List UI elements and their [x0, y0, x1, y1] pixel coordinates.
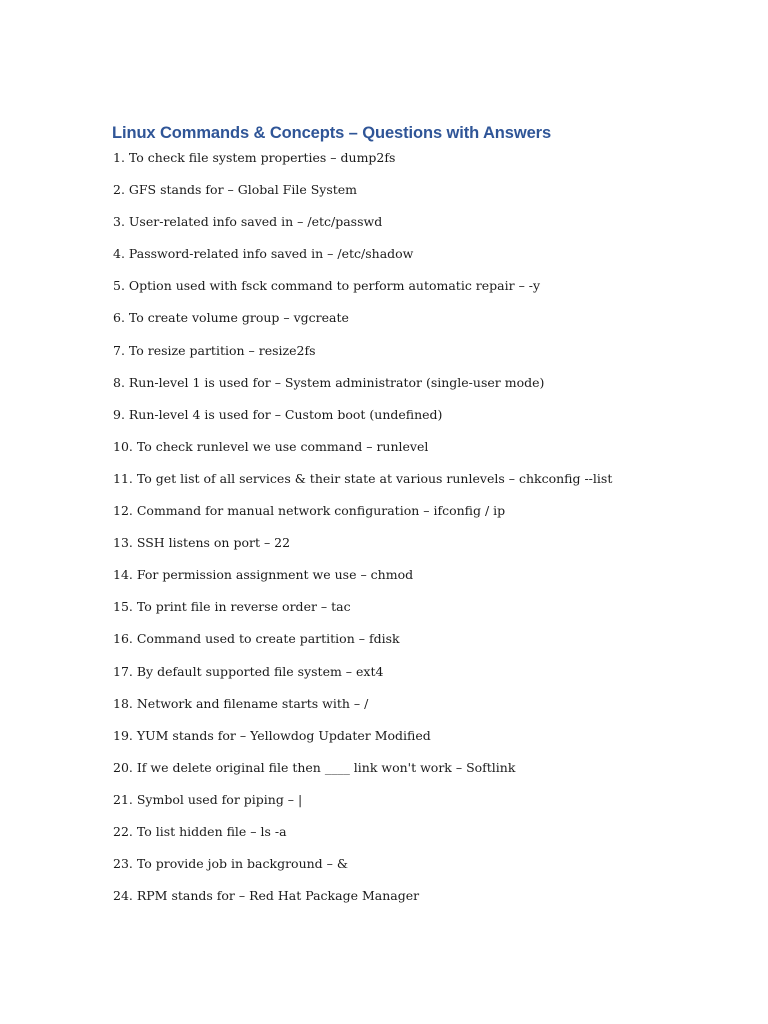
- qa-item-24: 24. RPM stands for – Red Hat Package Manager: [113, 888, 420, 904]
- qa-list: [113, 150, 612, 920]
- qa-item-4: 4. Password-related info saved in – /etc/shadow: [113, 246, 414, 262]
- qa-item-16: 16. Command used to create partition – fdisk: [113, 631, 400, 647]
- qa-item-12: 12. Command for manual network configuration – ifconfig / ip: [113, 503, 506, 519]
- qa-item-20: 20. If we delete original file then ____ link won't work – Softlink: [113, 759, 516, 775]
- document-title: Linux Commands & Concepts – Questions with Answers: [112, 124, 552, 142]
- qa-item-17: 17. By default supported file system – ext4: [113, 663, 384, 679]
- qa-item-23: 23. To provide job in background – &: [113, 856, 349, 872]
- qa-item-14: 14. For permission assignment we use – chmod: [113, 567, 414, 583]
- qa-item-7: 7. To resize partition – resize2fs: [113, 342, 316, 358]
- qa-item-18: 18. Network and filename starts with – /: [113, 695, 369, 711]
- qa-item-8: 8. Run-level 1 is used for – System administrator (single-user mode): [113, 374, 545, 390]
- qa-item-3: 3. User-related info saved in – /etc/passwd: [113, 214, 383, 230]
- qa-item-22: 22. To list hidden file – ls -a: [113, 823, 287, 839]
- qa-item-1: 1. To check file system properties – dump2fs: [113, 150, 396, 165]
- qa-item-10: 10. To check runlevel we use command – runlevel: [113, 438, 429, 454]
- qa-item-6: 6. To create volume group – vgcreate: [113, 310, 349, 326]
- qa-item-15: 15. To print file in reverse order – tac: [113, 599, 351, 615]
- qa-item-2: 2. GFS stands for – Global File System: [113, 182, 358, 198]
- qa-item-13: 13. SSH listens on port – 22: [113, 535, 291, 551]
- qa-item-9: 9. Run-level 4 is used for – Custom boot (undefined): [113, 406, 443, 422]
- qa-item-5: 5. Option used with fsck command to perform automatic repair – -y: [113, 278, 541, 294]
- qa-item-11: 11. To get list of all services & their state at various runlevels – chkconfig --list: [113, 470, 613, 486]
- qa-item-21: 21. Symbol used for piping – |: [113, 791, 303, 807]
- qa-item-19: 19. YUM stands for – Yellowdog Updater Modified: [113, 727, 431, 743]
